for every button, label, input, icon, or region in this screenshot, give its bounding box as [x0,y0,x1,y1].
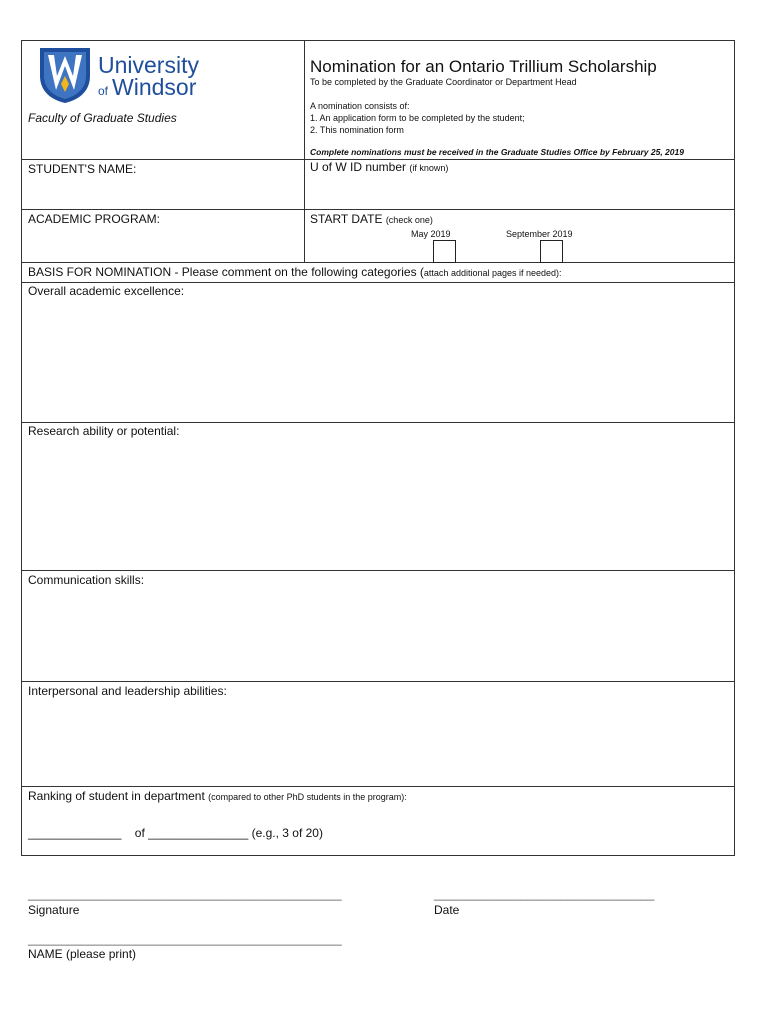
rank-position-blank[interactable]: ______________ [28,826,122,840]
rank-example: (e.g., 3 of 20) [251,826,323,840]
consists-item-2: 2. This nomination form [310,125,404,135]
option-may-label: May 2019 [411,229,451,239]
academic-program-field[interactable] [28,230,298,254]
basis-heading-text: BASIS FOR NOMINATION - Please comment on the following categories ( [28,265,424,279]
logo-windsor-text: Windsor [112,74,197,100]
row-divider-program [21,209,735,210]
form-left-border [21,40,22,855]
consists-intro: A nomination consists of: [310,101,410,111]
consists-item-1: 1. An application form to be completed by the student; [310,113,525,123]
communication-label: Communication skills: [28,573,145,587]
research-label: Research ability or potential: [28,424,180,438]
start-date-label-text: START DATE [310,212,383,226]
excellence-label: Overall academic excellence: [28,284,185,298]
row-divider-ranking [21,786,735,787]
column-divider [304,40,305,262]
row-divider-interpersonal [21,681,735,682]
logo-of-text: of [98,84,109,98]
student-name-field[interactable] [28,180,298,204]
research-comment-field[interactable] [28,442,728,564]
university-logo [38,46,198,106]
excellence-comment-field[interactable] [28,302,728,416]
form-bottom-border [21,855,735,856]
ranking-note: (compared to other PhD students in the program): [208,792,407,802]
interpersonal-label: Interpersonal and leadership abilities: [28,684,227,698]
page-subtitle: To be completed by the Graduate Coordinator or Department Head [310,77,577,87]
start-date-note: (check one) [385,215,433,225]
interpersonal-comment-field[interactable] [28,702,728,780]
uwid-label [310,160,448,174]
print-name-line[interactable]: _______________________________________________ [28,932,342,946]
logo-university-text: University [98,52,199,78]
form-right-border [734,40,735,855]
ranking-line [28,826,323,840]
uwid-note: (if known) [409,163,449,173]
date-label: Date [434,903,460,917]
deadline-notice: Complete nominations must be received in the Graduate Studies Office by February 25, 2019 [310,147,684,157]
ranking-label [28,789,407,803]
uwid-field[interactable] [310,180,728,204]
option-september-label: September 2019 [506,229,573,239]
shield-icon [38,46,92,104]
row-divider-communication [21,570,735,571]
uwid-label-text: U of W ID number [310,160,407,174]
start-date-label [310,212,433,226]
page-title: Nomination for an Ontario Trillium Scholarship [310,57,657,76]
row-divider-excellence [21,282,735,283]
date-line[interactable]: _________________________________ [434,887,655,901]
communication-comment-field[interactable] [28,591,728,675]
basis-heading [28,265,562,279]
row-divider-basis [21,262,735,263]
checkbox-september-2019[interactable] [540,240,563,263]
signature-label: Signature [28,903,80,917]
rank-of-text: of [134,826,145,840]
ranking-label-text: Ranking of student in department [28,789,205,803]
rank-total-blank[interactable]: _______________ [148,826,249,840]
print-name-label: NAME (please print) [28,947,137,961]
checkbox-may-2019[interactable] [433,240,456,263]
basis-heading-note: attach additional pages if needed): [423,268,562,278]
form-top-border [21,40,735,41]
academic-program-label: ACADEMIC PROGRAM: [28,212,161,226]
faculty-label: Faculty of Graduate Studies [28,111,177,125]
row-divider-research [21,422,735,423]
student-name-label: STUDENT'S NAME: [28,162,137,176]
signature-line[interactable]: _______________________________________________ [28,887,342,901]
